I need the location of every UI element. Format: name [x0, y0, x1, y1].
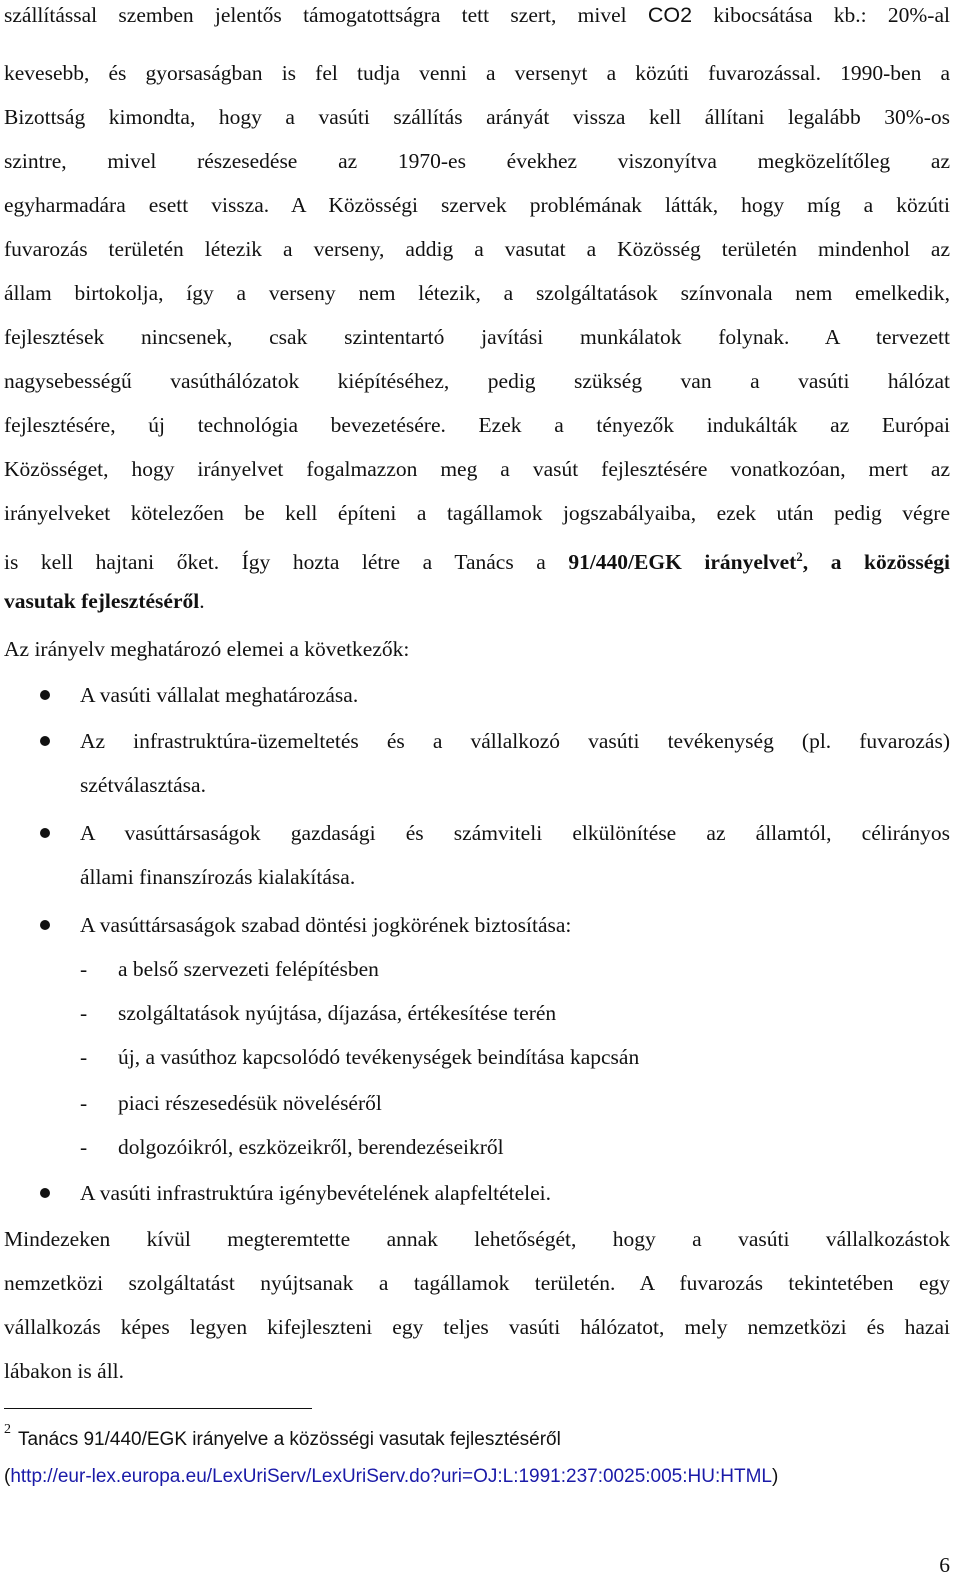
dash-item: a belső szervezeti felépítésben: [118, 957, 379, 981]
dash-marker: -: [80, 1045, 88, 1069]
text-span: kibocsátása kb.: 20%-al: [692, 3, 950, 27]
list-intro: Az irányelv meghatározó elemei a következők:: [4, 637, 410, 661]
dash-item: szolgáltatások nyújtása, díjazása, értékesítése terén: [118, 1001, 557, 1025]
dash-marker: -: [80, 1001, 88, 1025]
directive-reference: 91/440/EGK irányelvet: [568, 550, 797, 575]
footnote-separator: [4, 1408, 312, 1409]
text-line: fejlesztések nincsenek, csak szintentartó javítási munkálatok folynak. A tervezett: [4, 325, 950, 349]
bullet-item-continuation: szétválasztása.: [80, 773, 206, 797]
footnote-text: Tanács 91/440/EGK irányelve a közösségi vasutak fejlesztéséről: [18, 1429, 561, 1450]
bold-text: vasutak fejlesztéséről: [4, 589, 200, 613]
bullet-item: A vasúttársaságok szabad döntési jogkörének biztosítása:: [80, 913, 572, 937]
text-line: vállalkozás képes legyen kifejleszteni egy teljes vasúti hálózatot, mely nemzetközi és hazai: [4, 1315, 950, 1339]
text-span: szállítással szemben jelentős támogatottságra tett szert, mivel: [4, 3, 648, 27]
dash-item: új, a vasúthoz kapcsolódó tevékenységek beindítása kapcsán: [118, 1045, 640, 1069]
bullet-item: A vasúti vállalat meghatározása.: [80, 683, 359, 707]
bold-text: , a közösségi: [802, 550, 950, 575]
text-line: szintre, mivel részesedése az 1970-es évekhez viszonyítva megközelítőleg az: [4, 149, 950, 173]
bullet-item: A vasúti infrastruktúra igénybevételének alapfeltételei.: [80, 1181, 552, 1205]
footnote-number: 2: [4, 1422, 11, 1437]
bullet-item: A vasúttársaságok gazdasági és számviteli elkülönítése az államtól, célirányos: [80, 821, 950, 845]
paren-close: ): [771, 1466, 779, 1487]
paren-open: (: [4, 1466, 11, 1487]
text-line: Bizottság kimondta, hogy a vasúti szállítás arányát vissza kell állítani legalább 30%-os: [4, 105, 950, 129]
bullet-item-continuation: állami finanszírozás kialakítása.: [80, 865, 356, 889]
text-line: lábakon is áll.: [4, 1359, 125, 1383]
footnote-url-link[interactable]: http://eur-lex.europa.eu/LexUriServ/LexUriServ.do?uri=OJ:L:1991:237:0025:005:HU:HTML: [10, 1466, 772, 1487]
bullet-icon: [40, 920, 50, 930]
text-line: Közösséget, hogy irányelvet fogalmazzon meg a vasút fejlesztésére vonatkozóan, mert az: [4, 457, 950, 481]
text-span: is kell hajtani őket. Így hozta létre a Tanács a: [4, 550, 569, 575]
text-line: egyharmadára esett vissza. A Közösségi szervek problémának látták, hogy míg a közúti: [4, 193, 950, 217]
dash-item: dolgozóikról, eszközeikről, berendezéseikről: [118, 1135, 504, 1159]
bullet-icon: [40, 690, 50, 700]
text-line: [4, 588, 950, 614]
text-line: nagysebességű vasúthálózatok kiépítéséhez, pedig szükség van a vasúti hálózat: [4, 369, 950, 393]
bullet-icon: [40, 1188, 50, 1198]
footnote-marker: 2: [796, 549, 803, 564]
bullet-item: Az infrastruktúra-üzemeltetés és a vállalkozó vasúti tevékenység (pl. fuvarozás): [80, 729, 950, 753]
text-line: [4, 544, 950, 575]
dash-marker: -: [80, 1091, 88, 1115]
text-line: kevesebb, és gyorsaságban is fel tudja venni a versenyt a közúti fuvarozással. 1990-ben a: [4, 61, 950, 85]
bullet-icon: [40, 828, 50, 838]
bullet-icon: [40, 736, 50, 746]
text-line: fuvarozás területén létezik a verseny, addig a vasutat a Közösség területén mindenhol az: [4, 237, 950, 261]
dash-marker: -: [80, 1135, 88, 1159]
dash-item: piaci részesedésük növeléséről: [118, 1091, 382, 1115]
co2-text: CO2: [647, 3, 693, 27]
text-line: Mindezeken kívül megteremtette annak lehetőségét, hogy a vasúti vállalkozástok: [4, 1227, 950, 1251]
text-line: fejlesztésére, új technológia bevezetésére. Ezek a tényezők indukálták az Európai: [4, 413, 950, 437]
text-span: .: [199, 589, 205, 613]
text-line: irányelveket kötelezően be kell építeni a tagállamok jogszabályaiba, ezek után pedig végre: [4, 501, 950, 525]
text-line: [4, 2, 950, 28]
text-line: nemzetközi szolgáltatást nyújtsanak a tagállamok területén. A fuvarozás tekintetében egy: [4, 1271, 950, 1295]
page-number: 6: [939, 1553, 950, 1577]
dash-marker: -: [80, 957, 88, 981]
footnote-link-line: [4, 1465, 934, 1489]
text-line: állam birtokolja, így a verseny nem létezik, a szolgáltatások színvonala nem emelkedik,: [4, 281, 950, 305]
